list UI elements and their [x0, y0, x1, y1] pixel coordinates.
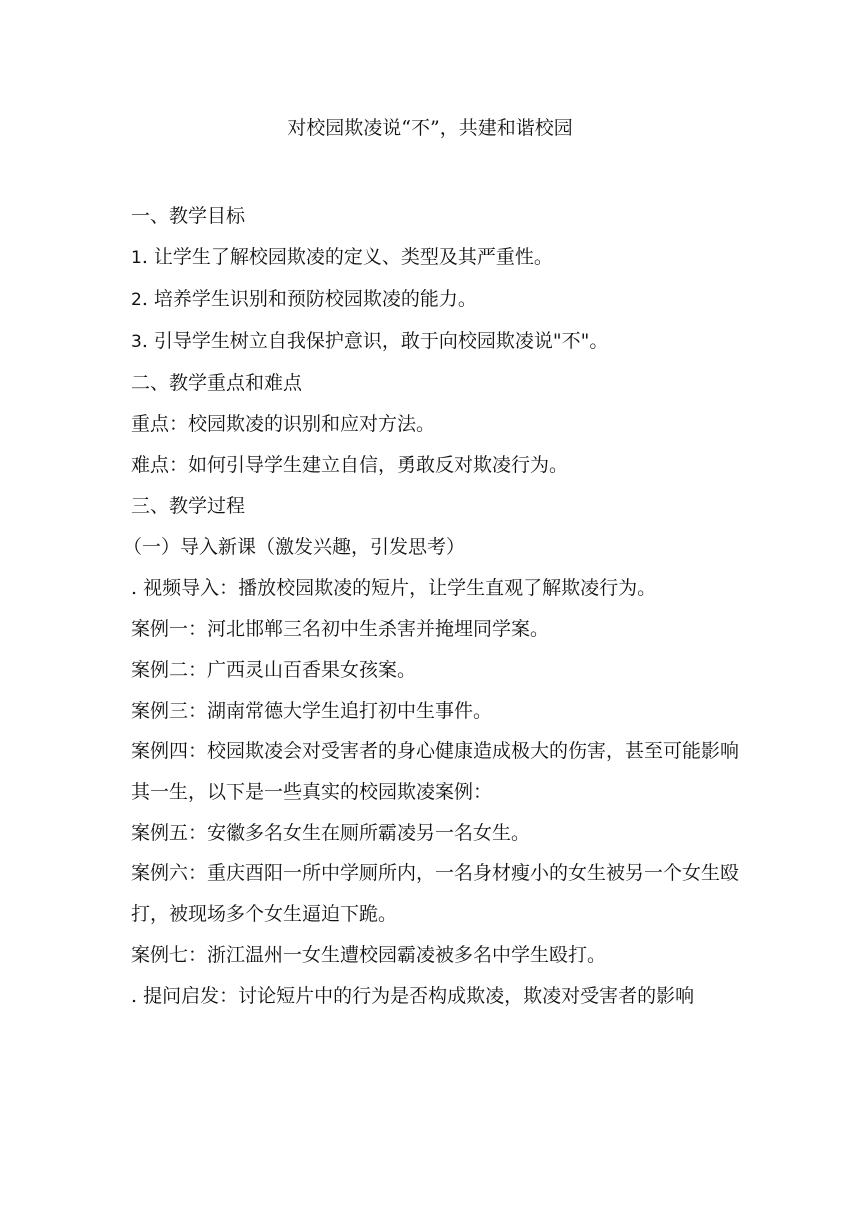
case-item-4: 案例四：校园欺凌会对受害者的身心健康造成极大的伤害，甚至可能影响其一生，以下是一些真实的校园欺凌案例： — [131, 740, 740, 803]
document-body — [123, 202, 740, 1023]
goal-text: . 引导学生树立自我保护意识，敢于向校园欺凌说"不"。 — [141, 330, 609, 352]
case-item-5: 案例五：安徽多名女生在厕所霸凌另一名女生。 — [131, 822, 531, 844]
section-heading-key-points: 二、教学重点和难点 — [131, 372, 303, 394]
case-item-6: 案例六：重庆酉阳一所中学厕所内，一名身材瘦小的女生被另一个女生殴打，被现场多个女生逼迫下跪。 — [131, 862, 740, 925]
case-item-7: 案例七：浙江温州一女生遭校园霸凌被多名中学生殴打。 — [131, 944, 607, 966]
goal-item-1 — [131, 243, 739, 272]
section-heading-process: 三、教学过程 — [131, 495, 246, 517]
goal-item-3 — [131, 327, 739, 356]
section-heading-goals: 一、教学目标 — [131, 205, 246, 227]
case-item-2: 案例二：广西灵山百香果女孩案。 — [131, 659, 417, 681]
video-intro: . 视频导入：播放校园欺凌的短片，让学生直观了解欺凌行为。 — [131, 577, 657, 599]
goal-number: 2 — [131, 290, 142, 310]
goal-number: 1 — [131, 248, 142, 268]
key-point: 重点：校园欺凌的识别和应对方法。 — [131, 413, 436, 435]
case-item-1: 案例一：河北邯郸三名初中生杀害并掩埋同学案。 — [131, 618, 550, 640]
goal-number: 3 — [131, 332, 142, 352]
question-intro: . 提问启发：讨论短片中的行为是否构成欺凌，欺凌对受害者的影响 — [131, 985, 695, 1007]
document-title: 对校园欺凌说“不”，共建和谐校园 — [287, 117, 573, 139]
goal-text: . 让学生了解校园欺凌的定义、类型及其严重性。 — [141, 246, 553, 268]
case-item-3: 案例三：湖南常德大学生追打初中生事件。 — [131, 700, 493, 722]
subsection-heading-intro: （一）导入新课（激发兴趣，引发思考） — [123, 536, 466, 558]
goal-text: . 培养学生识别和预防校园欺凌的能力。 — [141, 288, 477, 310]
goal-item-2 — [131, 285, 739, 314]
difficult-point: 难点：如何引导学生建立自信，勇敢反对欺凌行为。 — [131, 454, 569, 476]
